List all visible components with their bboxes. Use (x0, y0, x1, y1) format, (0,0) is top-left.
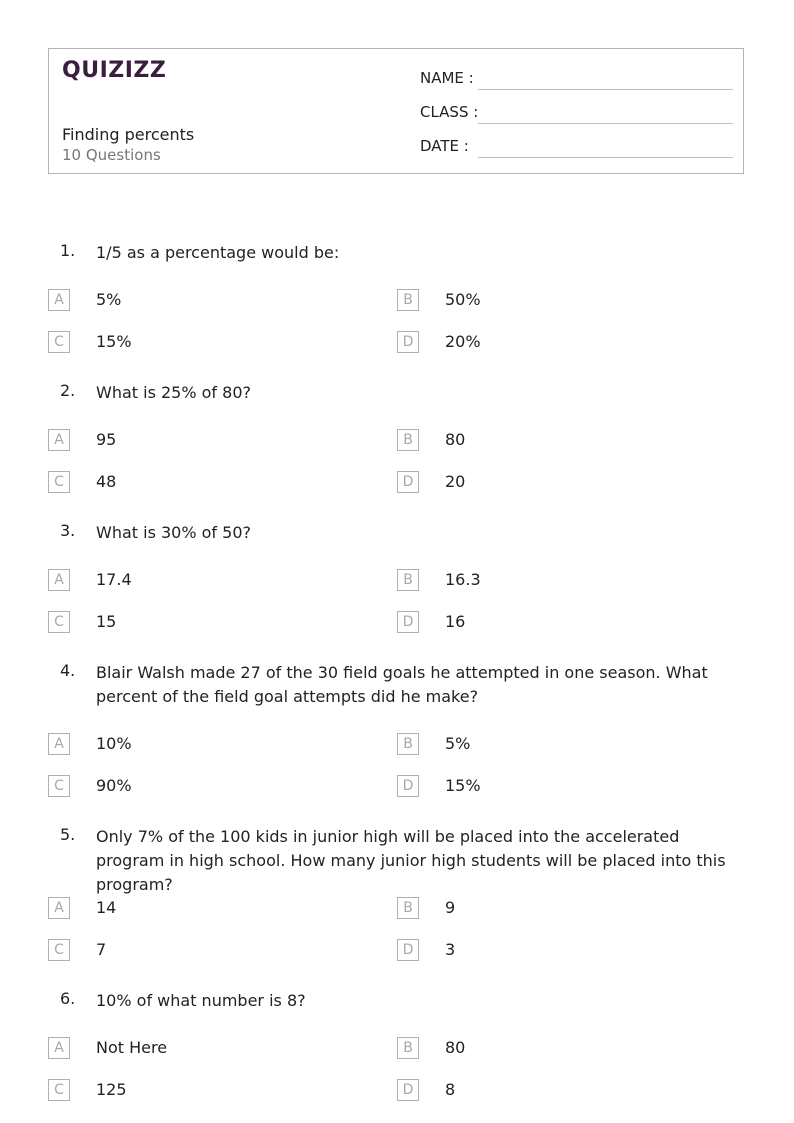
option-d-box[interactable]: D (397, 611, 419, 633)
date-label: DATE : (420, 137, 469, 155)
option-d-box[interactable]: D (397, 331, 419, 353)
name-label: NAME : (420, 69, 474, 87)
option-a-box[interactable]: A (48, 733, 70, 755)
option-c-text: 15 (96, 612, 117, 631)
option-d-text: 3 (445, 940, 456, 959)
option-b-text: 80 (445, 1038, 466, 1057)
option-c-box[interactable]: C (48, 331, 70, 353)
option-b-text: 80 (445, 430, 466, 449)
option-b-box[interactable]: B (397, 733, 419, 755)
option-b-box[interactable]: B (397, 569, 419, 591)
option-c-text: 7 (96, 940, 107, 959)
option-d-box[interactable]: D (397, 1079, 419, 1101)
option-a-box[interactable]: A (48, 1037, 70, 1059)
option-c-box[interactable]: C (48, 611, 70, 633)
option-c-text: 48 (96, 472, 117, 491)
name-line (478, 89, 733, 90)
option-b-text: 50% (445, 290, 481, 309)
question-number: 2. (60, 381, 76, 400)
option-b-box[interactable]: B (397, 897, 419, 919)
question-count: 10 Questions (62, 146, 161, 164)
option-c-box[interactable]: C (48, 471, 70, 493)
question-text: 10% of what number is 8? (96, 991, 306, 1010)
option-d-box[interactable]: D (397, 471, 419, 493)
question-number: 5. (60, 825, 76, 844)
question-number: 6. (60, 989, 76, 1008)
worksheet-title: Finding percents (62, 125, 195, 144)
option-d-box[interactable]: D (397, 775, 419, 797)
option-c-text: 90% (96, 776, 132, 795)
option-d-text: 20% (445, 332, 481, 351)
question-text: 1/5 as a percentage would be: (96, 243, 340, 262)
option-a-box[interactable]: A (48, 569, 70, 591)
option-a-text: 14 (96, 898, 117, 917)
option-a-box[interactable]: A (48, 897, 70, 919)
question-text: What is 30% of 50? (96, 523, 251, 542)
date-line (478, 157, 733, 158)
option-b-text: 5% (445, 734, 471, 753)
option-c-box[interactable]: C (48, 939, 70, 961)
option-d-text: 20 (445, 472, 466, 491)
option-a-text: 5% (96, 290, 122, 309)
option-d-text: 15% (445, 776, 481, 795)
option-b-box[interactable]: B (397, 289, 419, 311)
option-a-box[interactable]: A (48, 429, 70, 451)
option-a-text: 17.4 (96, 570, 132, 589)
question-text: Only 7% of the 100 kids in junior high will be placed into the accelerated program in high school. How many junior high students will be placed into this program? (96, 827, 726, 894)
option-b-box[interactable]: B (397, 1037, 419, 1059)
option-a-text: Not Here (96, 1038, 168, 1057)
class-line (478, 123, 733, 124)
option-c-box[interactable]: C (48, 1079, 70, 1101)
option-c-box[interactable]: C (48, 775, 70, 797)
option-b-box[interactable]: B (397, 429, 419, 451)
option-d-text: 8 (445, 1080, 456, 1099)
option-c-text: 15% (96, 332, 132, 351)
class-label: CLASS : (420, 103, 479, 121)
option-c-text: 125 (96, 1080, 127, 1099)
question-number: 4. (60, 661, 76, 680)
option-a-text: 10% (96, 734, 132, 753)
question-text: Blair Walsh made 27 of the 30 field goals he attempted in one season. What percent of the field goal attempts did he make? (96, 663, 708, 706)
question-number: 3. (60, 521, 76, 540)
worksheet-header (48, 48, 744, 174)
option-d-text: 16 (445, 612, 466, 631)
option-b-text: 16.3 (445, 570, 481, 589)
question-text: What is 25% of 80? (96, 383, 251, 402)
option-a-box[interactable]: A (48, 289, 70, 311)
question-number: 1. (60, 241, 76, 260)
option-b-text: 9 (445, 898, 456, 917)
option-a-text: 95 (96, 430, 117, 449)
quizizz-logo: QUIZIZZ (62, 58, 167, 83)
option-d-box[interactable]: D (397, 939, 419, 961)
